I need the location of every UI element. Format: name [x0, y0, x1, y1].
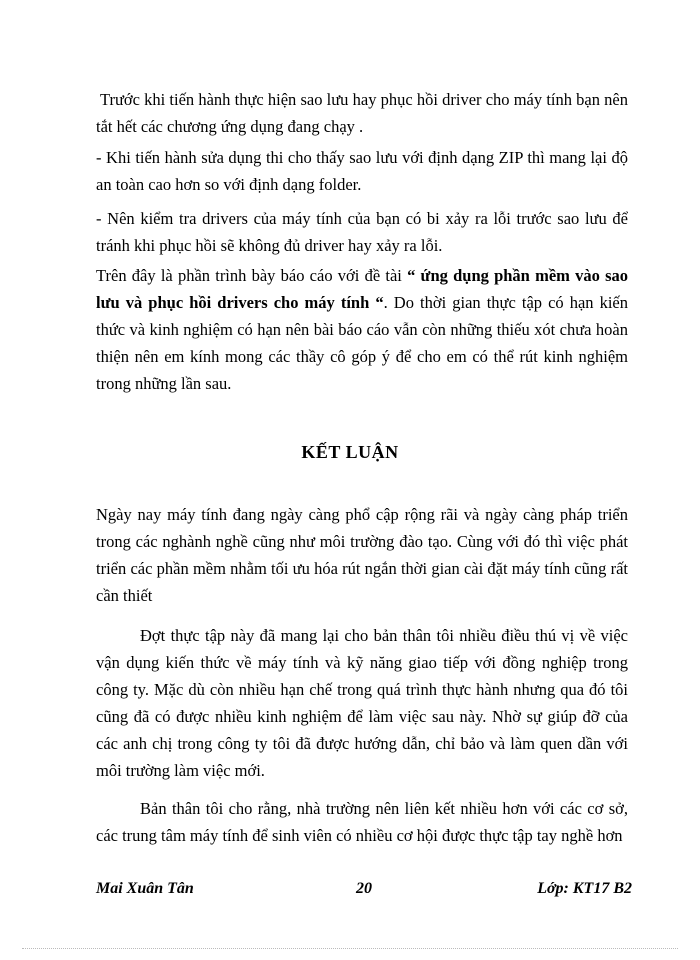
summary-topic-title: “ ứng dụng phần mềm vào sao lưu và phục hồi drivers cho máy tính “	[96, 266, 628, 312]
summary-paragraph	[96, 262, 628, 397]
summary-text-after: . Do thời gian thực tập có hạn kiến thức và kinh nghiệm có hạn nên bài báo cáo vẫn còn những thiếu xót chưa hoàn thiện nên em kính mong các thầy cô góp ý để cho em có thể rút kinh nghiệm trong những lần sau.	[96, 293, 629, 393]
conclusion-heading: KẾT LUẬN	[301, 442, 399, 462]
footer-class: Lớp: KT17 B2	[537, 880, 632, 897]
footer-page-number: 20	[356, 880, 372, 897]
page-footer	[96, 880, 632, 904]
conclusion-paragraph-2: Đợt thực tập này đã mang lại cho bản thân tôi nhiều điều thú vị về việc vận dụng kiến thức về máy tính và kỹ năng giao tiếp với đồng nghiệp trong công ty. Mặc dù còn nhiều hạn chế trong quá trình thực hành nhưng qua đó tôi cũng đã có được nhiều kinh nghiệm để làm việc sau này. Nhờ sự giúp đỡ của các anh chị trong công ty tôi đã được hướng dẫn, chỉ bảo và làm quen dần với môi trường làm việc mới.	[96, 626, 628, 780]
page-bottom-divider	[22, 948, 678, 949]
conclusion-paragraph-3: Bản thân tôi cho rằng, nhà trường nên liên kết nhiều hơn với các cơ sở, các trung tâm máy tính để sinh viên có nhiều cơ hội được thực tập tay nghề hơn	[96, 799, 628, 845]
intro-paragraph-1: Trước khi tiến hành thực hiện sao lưu hay phục hồi driver cho máy tính bạn nên tắt hết các chương ứng dụng đang chạy .	[96, 90, 628, 136]
summary-text-before: Trên đây là phần trình bày báo cáo với đề tài	[96, 266, 408, 285]
intro-paragraph-3: - Nên kiểm tra drivers của máy tính của bạn có bi xảy ra lỗi trước sao lưu để tránh khi phục hồi sẽ không đủ driver hay xảy ra lỗi.	[96, 209, 628, 255]
footer-author: Mai Xuân Tân	[96, 880, 194, 897]
conclusion-paragraph-1: Ngày nay máy tính đang ngày càng phổ cập rộng rãi và ngày càng pháp triển trong các nghành nghề cũng như môi trường đào tạo. Cùng với đó thì việc phát triển các phần mềm nhằm tối ưu hóa rút ngắn thời gian cài đặt máy tính cũng rất cần thiết	[96, 505, 628, 605]
intro-paragraph-2: - Khi tiến hành sửa dụng thi cho thấy sao lưu với định dạng ZIP thì mang lại độ an toàn cao hơn so với định dạng folder.	[96, 148, 628, 194]
